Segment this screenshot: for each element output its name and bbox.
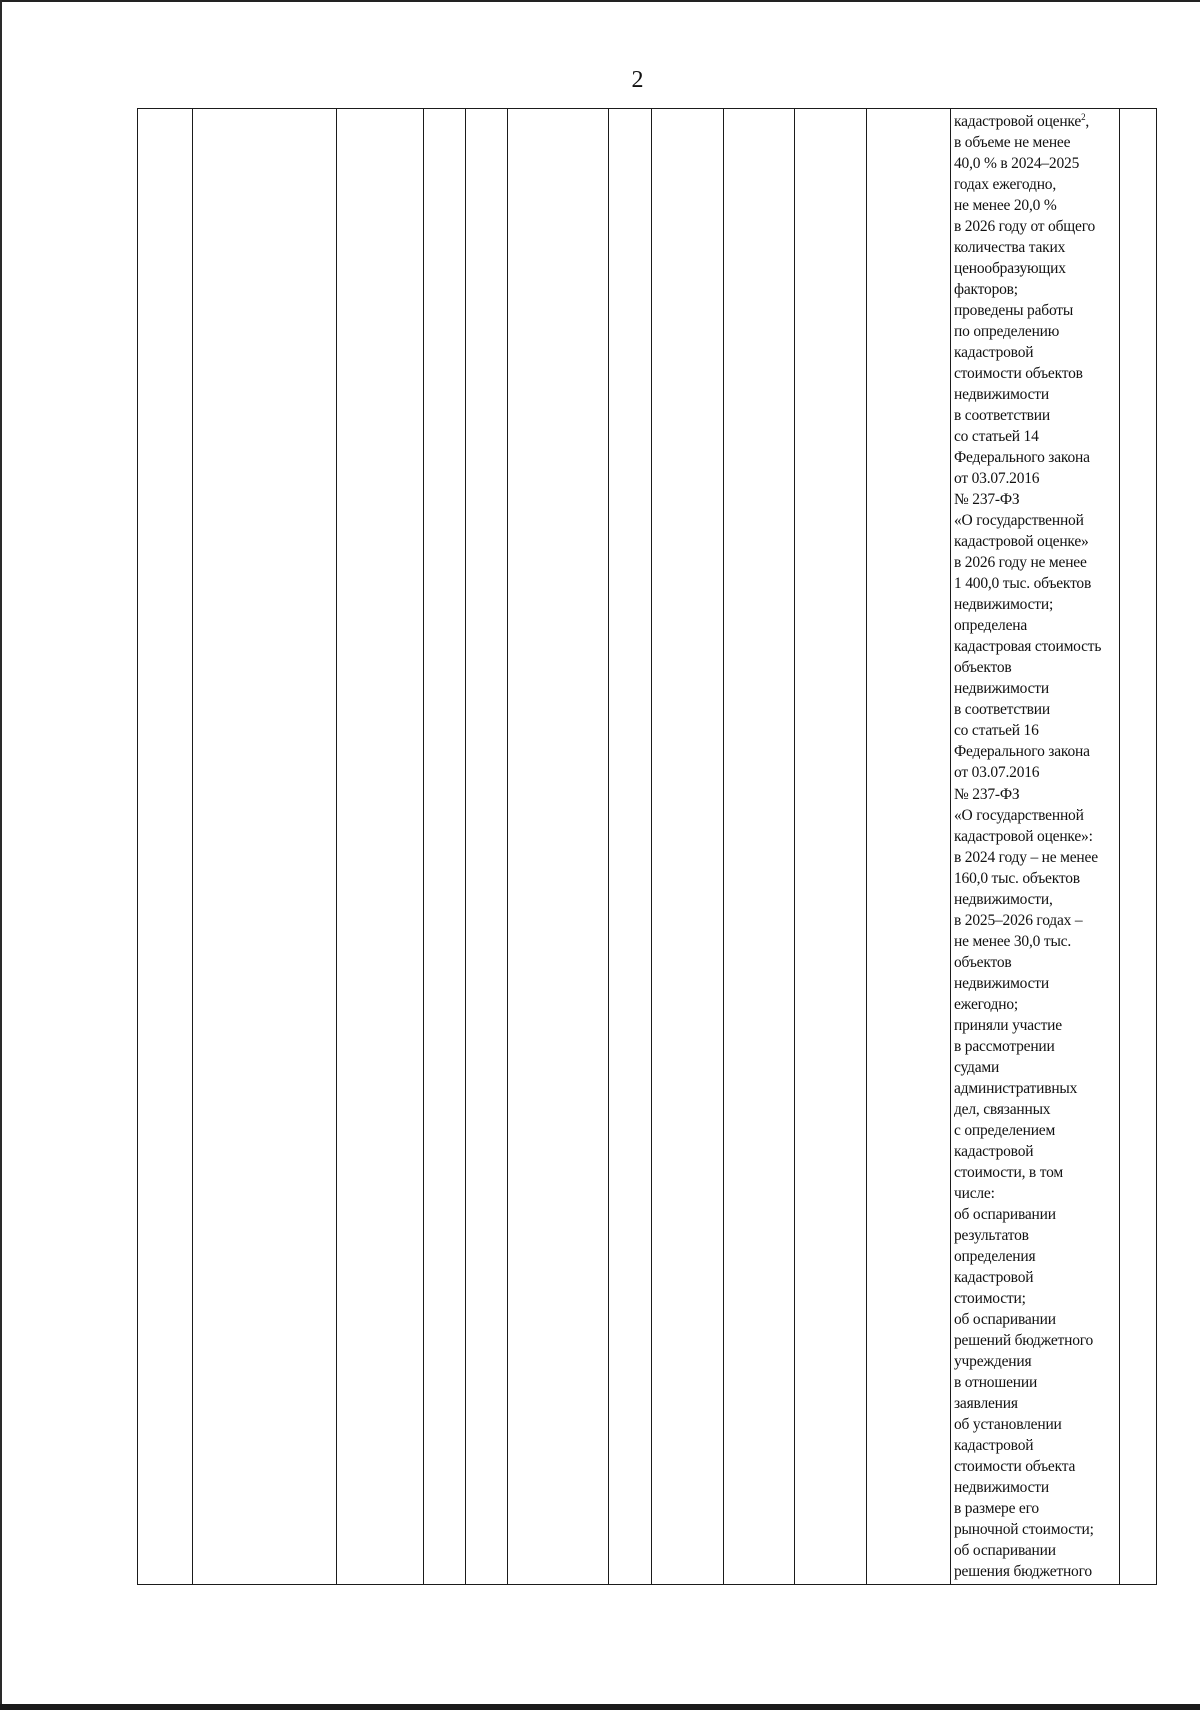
cell-text-line [954, 615, 1119, 636]
cell-text: судами [954, 1058, 1000, 1076]
cell-text-line [954, 1309, 1119, 1330]
cell-text-line [954, 573, 1119, 594]
cell-text-line [954, 237, 1119, 258]
cell-text-line [954, 952, 1119, 973]
cell-text-line [954, 994, 1119, 1015]
cell-text-line [954, 384, 1119, 405]
cell-text: № 237-ФЗ [954, 785, 1020, 803]
cell-text: определения [954, 1247, 1036, 1265]
cell-text-line [954, 1414, 1119, 1435]
cell-text: числе: [954, 1184, 995, 1202]
cell-text-line [954, 1267, 1119, 1288]
cell-text: решения бюджетного [954, 1563, 1092, 1581]
cell-text: количества таких [954, 239, 1066, 257]
cell-text-line [954, 405, 1119, 426]
cell-text: приняли участие [954, 1016, 1062, 1034]
cell-text: не менее 30,0 тыс. [954, 932, 1072, 950]
cell-text-line [954, 1561, 1119, 1582]
cell-text-line [954, 1498, 1119, 1519]
cell-text-line [954, 195, 1119, 216]
cell-text-line [954, 741, 1119, 762]
cell-text-line [954, 1141, 1119, 1162]
cell-text-line [954, 1036, 1119, 1057]
cell-text-line [954, 216, 1119, 237]
cell-text: ежегодно; [954, 995, 1018, 1013]
cell-text: определена [954, 617, 1028, 635]
cell-text-line [954, 321, 1119, 342]
cell-text-line [954, 153, 1119, 174]
cell-text: 40,0 % в 2024–2025 [954, 155, 1080, 173]
cell-text: «О государственной [954, 806, 1084, 824]
cell-text: Федерального закона [954, 449, 1090, 467]
cell-text: стоимости объекта [954, 1458, 1076, 1475]
cell-text: факторов; [954, 281, 1018, 299]
cell-text-line [954, 1435, 1119, 1456]
footnote-mark: 2 [1081, 112, 1086, 122]
cell-text-line [954, 468, 1119, 489]
cell-text: недвижимости, [954, 890, 1053, 908]
cell-text-line [954, 784, 1119, 805]
cell-text: результатов [954, 1226, 1029, 1244]
cell-text-line [954, 720, 1119, 741]
cell-text: стоимости, в том [954, 1163, 1063, 1181]
cell-text: недвижимости [954, 974, 1049, 992]
cell-text-line [954, 1246, 1119, 1267]
cell-text-line [954, 1225, 1119, 1246]
cell-text: стоимости; [954, 1289, 1026, 1307]
cell-text-line [954, 1057, 1119, 1078]
cell-text-line [954, 1120, 1119, 1141]
cell-text-line [954, 300, 1119, 321]
scan-edge-top [0, 0, 1200, 2]
cell-text: проведены работы [954, 302, 1074, 320]
cell-text: объектов [954, 659, 1012, 677]
cell-text-line [954, 1162, 1119, 1183]
cell-text-line [954, 636, 1119, 657]
cell-text-line [954, 258, 1119, 279]
column-divider [651, 109, 652, 1584]
cell-text-line [954, 678, 1119, 699]
column-divider [336, 109, 337, 1584]
cell-text: «О государственной [954, 512, 1084, 530]
cell-text: об установлении [954, 1415, 1062, 1433]
cell-text: 1 400,0 тыс. объектов [954, 575, 1092, 593]
cell-text: в 2026 году не менее [954, 554, 1087, 572]
cell-text: дел, связанных [954, 1100, 1051, 1118]
cell-text: кадастровой оценке [954, 113, 1082, 130]
column-divider [794, 109, 795, 1584]
cell-text-line [954, 1393, 1119, 1414]
cell-text: об оспаривании [954, 1310, 1056, 1328]
cell-text-line [954, 931, 1119, 952]
cell-text-line [954, 1078, 1119, 1099]
cell-text: об оспаривании [954, 1542, 1056, 1560]
cell-text: кадастровой [954, 344, 1034, 362]
cell-text-line [954, 1372, 1119, 1393]
cell-text-line [954, 1477, 1119, 1498]
cell-text-line [954, 1099, 1119, 1120]
column-divider [950, 109, 951, 1584]
scan-edge-bottom [0, 1704, 1200, 1710]
column-divider [192, 109, 193, 1584]
cell-text-line [954, 1456, 1119, 1477]
cell-text-line [954, 973, 1119, 994]
cell-text: по определению [954, 323, 1060, 341]
cell-text: в соответствии [954, 407, 1050, 425]
cell-text-line [954, 426, 1119, 447]
cell-text: кадастровой оценке» [954, 533, 1089, 551]
cell-text: кадастровая стоимость [954, 638, 1102, 656]
cell-text: в размере его [954, 1500, 1039, 1518]
cell-text: административных [954, 1079, 1078, 1097]
cell-text-line [954, 762, 1119, 783]
cell-text-line [954, 826, 1119, 847]
cell-text-line [954, 699, 1119, 720]
cell-text-line [954, 111, 1119, 132]
cell-text-line [954, 657, 1119, 678]
cell-text: учреждения [954, 1352, 1032, 1370]
cell-text-line [954, 1204, 1119, 1225]
cell-text: недвижимости [954, 1479, 1049, 1497]
footnote-suffix: , [1085, 113, 1090, 130]
cell-text: решений бюджетного [954, 1331, 1094, 1349]
cell-text-line [954, 910, 1119, 931]
cell-text: в 2024 году – не менее [954, 848, 1098, 866]
cell-text: годах ежегодно, [954, 176, 1057, 194]
cell-text-line [954, 1330, 1119, 1351]
cell-text-line [954, 1519, 1119, 1540]
cell-text-line [954, 174, 1119, 195]
cell-text-line [954, 594, 1119, 615]
cell-text: в 2025–2026 годах – [954, 911, 1083, 929]
cell-text-line [954, 489, 1119, 510]
cell-text: от 03.07.2016 [954, 470, 1040, 488]
cell-text: об оспаривании [954, 1205, 1056, 1223]
cell-text-line [954, 805, 1119, 826]
cell-text-line [954, 1183, 1119, 1204]
cell-text: не менее 20,0 % [954, 197, 1057, 215]
cell-text-line [954, 552, 1119, 573]
cell-text: со статьей 14 [954, 428, 1039, 446]
cell-text-line [954, 132, 1119, 153]
cell-text: в отношении [954, 1373, 1038, 1391]
column-divider [507, 109, 508, 1584]
cell-text: кадастровой [954, 1436, 1034, 1454]
cell-text-line [954, 363, 1119, 384]
cell-text-line [954, 1351, 1119, 1372]
document-table [137, 108, 1157, 1585]
cell-text: недвижимости; [954, 596, 1054, 614]
cell-text-line [954, 1540, 1119, 1561]
cell-text: объектов [954, 953, 1012, 971]
cell-text-line [954, 279, 1119, 300]
cell-text: Федерального закона [954, 743, 1090, 761]
cell-text: от 03.07.2016 [954, 764, 1040, 782]
cell-text: недвижимости [954, 386, 1049, 404]
cell-text: в объеме не менее [954, 134, 1071, 152]
cell-text: кадастровой оценке»: [954, 827, 1093, 845]
scan-edge-left [0, 0, 2, 1710]
cell-text: кадастровой [954, 1268, 1034, 1286]
cell-text: заявления [954, 1394, 1018, 1412]
cell-text-line [954, 868, 1119, 889]
cell-text: кадастровой [954, 1142, 1034, 1160]
results-text-cell [952, 109, 1120, 1584]
cell-text: 160,0 тыс. объектов [954, 869, 1080, 887]
cell-text: в 2026 году от общего [954, 218, 1096, 236]
column-divider [608, 109, 609, 1584]
column-divider [465, 109, 466, 1584]
cell-text-line [954, 531, 1119, 552]
cell-text: недвижимости [954, 680, 1049, 698]
cell-text-line [954, 847, 1119, 868]
page-number: 2 [631, 67, 644, 93]
column-divider [423, 109, 424, 1584]
cell-text: в соответствии [954, 701, 1050, 719]
cell-text: в рассмотрении [954, 1037, 1055, 1055]
column-divider [866, 109, 867, 1584]
cell-text-line [954, 510, 1119, 531]
cell-text: со статьей 16 [954, 722, 1039, 740]
cell-text: ценообразующих [954, 260, 1066, 278]
cell-text: рыночной стоимости; [954, 1521, 1094, 1539]
cell-text-line [954, 889, 1119, 910]
column-divider [723, 109, 724, 1584]
cell-text-line [954, 447, 1119, 468]
cell-text-line [954, 1288, 1119, 1309]
cell-text: стоимости объектов [954, 365, 1083, 383]
cell-text: № 237-ФЗ [954, 491, 1020, 509]
cell-text: с определением [954, 1121, 1056, 1139]
cell-text-line [954, 342, 1119, 363]
cell-text-line [954, 1015, 1119, 1036]
